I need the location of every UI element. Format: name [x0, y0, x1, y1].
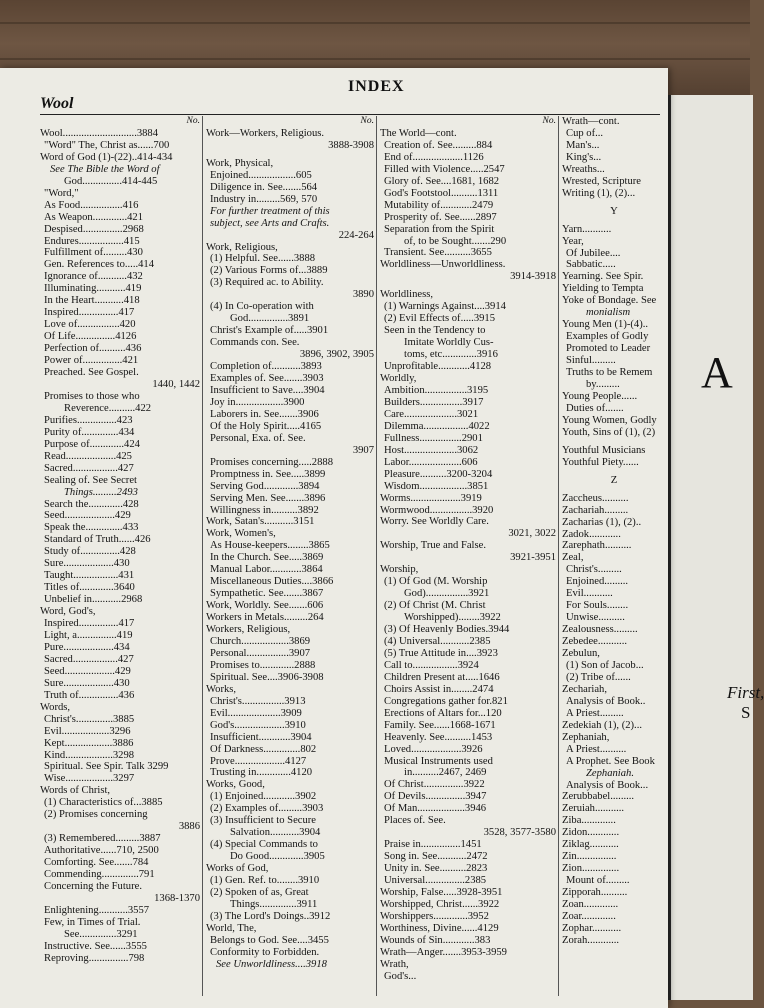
- index-entry: Zephaniah,: [562, 731, 610, 743]
- index-entry: Young Women, Godly: [562, 414, 657, 426]
- index-entry: Builders................3917: [384, 396, 484, 408]
- index-entry: Of Christ...............3922: [384, 779, 485, 791]
- index-entry: Of Darkness..............802: [210, 743, 317, 755]
- index-entry: Youth, Sins of (1), (2): [562, 426, 656, 438]
- index-entry: Things..............3911: [230, 898, 318, 910]
- index-entry: Zarephath..........: [562, 540, 632, 552]
- index-entry: Zebedee...........: [562, 636, 628, 648]
- index-entry: The World—cont.: [380, 127, 457, 139]
- index-entry: Sacred.................427: [44, 653, 134, 665]
- index-entry: Promises concerning.....2888: [210, 456, 333, 468]
- index-entry: Conformity to Forbidden.: [210, 946, 320, 958]
- index-entry: Gen. References to.....414: [44, 259, 155, 271]
- index-entry: Zidon............: [562, 827, 620, 839]
- index-entry: Fulfillment of.........430: [44, 247, 143, 259]
- index-entry: Illuminating...........419: [44, 283, 142, 295]
- index-entry: Comforting. See.......784: [44, 857, 149, 869]
- index-entry: Zin...............: [562, 851, 617, 863]
- index-entry: Trusting in.............4120: [210, 767, 313, 779]
- index-entry: (1) Son of Jacob...: [566, 659, 644, 671]
- index-entry: 3021, 3022: [508, 528, 556, 540]
- index-entry: Zadok............: [562, 528, 621, 540]
- index-entry: Christ's..............3885: [44, 713, 135, 725]
- index-entry: Purpose of.............424: [44, 438, 140, 450]
- index-entry: Zoar.............: [562, 911, 616, 922]
- index-entry: (3) Required ac. to Ability.: [210, 277, 324, 289]
- index-entry: Man's...: [566, 139, 600, 151]
- index-entry: Spiritual. See Spir. Talk 3299: [44, 761, 169, 773]
- index-entry: God...............414-445: [64, 175, 158, 187]
- index-entry: Christ's.........: [566, 564, 622, 576]
- index-entry: Seed...................429: [44, 665, 131, 677]
- index-entry: Worthiness, Divine......4129: [380, 922, 499, 934]
- index-entry: Despised...............2968: [44, 223, 144, 235]
- index-entry: Loved...................3926: [384, 743, 483, 755]
- index-entry: (1) Characteristics of...3885: [44, 797, 163, 809]
- index-entry: Zoan.............: [562, 899, 619, 911]
- index-entry: Young Men (1)-(4)..: [562, 319, 649, 331]
- index-entry: God)................3921: [404, 588, 490, 600]
- index-entry: Y: [610, 205, 618, 217]
- index-entry: Family. See......1668-1671: [384, 719, 496, 731]
- index-entry: Salvation...........3904: [230, 827, 321, 839]
- index-entry: Enlightening...........3557: [44, 904, 150, 916]
- index-entry: Willingness in..........3892: [210, 504, 319, 516]
- index-entry: Search the.............428: [44, 498, 139, 510]
- index-entry: Things.........2493: [64, 486, 138, 498]
- index-entry: Youthful Piety......: [562, 456, 639, 468]
- index-entry: Inspired...............417: [44, 618, 135, 630]
- index-entry: Zion..............: [562, 863, 620, 875]
- index-entry: (5) True Attitude in....3923: [384, 647, 498, 659]
- index-entry: Insufficient to Save....3904: [210, 384, 325, 396]
- index-entry: Enjoined..................605: [210, 169, 312, 181]
- column-divider: [202, 116, 203, 996]
- index-entry: Yielding to Tempta: [562, 283, 644, 295]
- index-entry: (1) Warnings Against....3914: [384, 301, 506, 313]
- index-entry: in..........2467, 2469: [404, 767, 487, 779]
- index-entry: Serving Men. See.......3896: [210, 492, 326, 504]
- index-entry: by.........: [586, 379, 620, 391]
- index-entry: Worship, False.....3928-3951: [380, 887, 503, 898]
- index-entry: Preached. See Gospel.: [44, 367, 139, 379]
- index-entry: 1368-1370: [154, 892, 200, 904]
- index-entry: Promises to those who: [44, 390, 140, 402]
- index-entry: of, to be Sought.......290: [404, 235, 507, 247]
- index-entry: Unbelief in...........2968: [44, 594, 143, 606]
- index-entry: See..............3291: [64, 928, 138, 940]
- index-entry: (3) Insufficient to Secure: [210, 815, 316, 827]
- index-entry: Worldliness,: [380, 289, 433, 301]
- index-entry: God's...: [384, 970, 417, 982]
- index-entry: Analysis of Book..: [566, 695, 646, 707]
- index-entry: Enjoined.........: [566, 576, 629, 588]
- index-entry: Ziklag...........: [562, 839, 619, 851]
- index-column-1: [40, 116, 200, 965]
- index-entry: Seed...................429: [44, 510, 131, 522]
- index-entry: Song in. See...........2472: [384, 851, 488, 863]
- index-entry: Sure...................430: [44, 558, 130, 570]
- index-entry: Wool............................3884: [40, 127, 159, 139]
- facing-page-partial-letter: S: [741, 703, 751, 722]
- index-entry: (1) Gen. Ref. to........3910: [210, 875, 320, 887]
- index-entry: Unity in. See..........2823: [384, 863, 488, 875]
- index-entry: Love of................420: [44, 319, 136, 331]
- index-entry: Creation of. See.........884: [384, 139, 493, 151]
- index-entry: Worms...................3919: [380, 492, 482, 504]
- index-entry: Personal................3907: [210, 647, 311, 659]
- index-entry: (1) Of God (M. Worship: [384, 576, 488, 588]
- index-entry: Sinful.........: [566, 355, 616, 367]
- index-entry: Christ's Example of.....3901: [210, 325, 329, 337]
- index-entry: (4) In Co-operation with: [210, 301, 314, 313]
- index-entry: As Weapon.............421: [44, 211, 143, 223]
- index-entry: Sabbatic.....: [566, 259, 616, 271]
- index-entry: Work, Religious,: [206, 241, 278, 253]
- index-entry: Zebulun,: [562, 648, 600, 660]
- index-entry: (2) Tribe of......: [566, 671, 631, 683]
- index-entry: Study of...............428: [44, 546, 136, 558]
- index-column-3: [380, 116, 556, 983]
- index-entry: Truths to be Remem: [566, 367, 653, 379]
- index-entry: Worry. See Worldly Care.: [380, 516, 489, 528]
- index-entry: Wisdom..................3851: [384, 480, 489, 492]
- index-entry: Taught.................431: [44, 570, 135, 582]
- index-entry: (2) Of Christ (M. Christ: [384, 600, 486, 612]
- index-entry: toms, etc.............3916: [404, 349, 498, 361]
- index-entry: Purifies...............423: [44, 414, 133, 426]
- index-entry: In the Church. See.....3869: [210, 552, 324, 564]
- index-entry: Erections of Altars for...120: [384, 707, 502, 719]
- index-entry: Of the Holy Spirit.....4165: [210, 420, 322, 432]
- index-entry: Serving God.............3894: [210, 480, 320, 492]
- index-entry: Works, Good,: [206, 779, 265, 791]
- index-entry: Few, in Times of Trial.: [44, 916, 141, 928]
- index-entry: Insufficient............3904: [210, 731, 312, 743]
- column-number-label: No.: [542, 116, 556, 126]
- index-entry: Evil....................3909: [210, 707, 302, 719]
- index-entry: 3921-3951: [510, 552, 556, 564]
- index-entry: Titles of.............3640: [44, 582, 135, 594]
- index-entry: Young People......: [562, 390, 638, 402]
- index-entry: Words,: [40, 701, 71, 713]
- index-entry: Worldliness—Unworldliness.: [380, 259, 506, 271]
- index-entry: 3896, 3902, 3905: [299, 349, 374, 361]
- header-rule: [40, 114, 660, 115]
- column-divider: [376, 116, 377, 996]
- index-entry: Children Present at.....1646: [384, 671, 500, 683]
- index-page: [0, 68, 668, 1008]
- index-entry: Workers, Religious,: [206, 624, 291, 636]
- index-entry: Wise..................3297: [44, 773, 135, 785]
- index-entry: Kind..................3298: [44, 749, 135, 761]
- index-entry: Call to.................3924: [384, 659, 479, 671]
- index-entry: Laborers in. See.......3906: [210, 408, 319, 420]
- facing-page-large-letter: A: [701, 348, 733, 397]
- index-entry: 3888-3908: [328, 139, 374, 151]
- index-entry: Reproving...............798: [44, 952, 145, 964]
- index-entry: Wrath,: [380, 958, 409, 970]
- index-entry: Of Devils...............3947: [384, 791, 487, 803]
- index-entry: For further treatment of this: [210, 205, 330, 217]
- index-entry: Duties of.......: [566, 402, 624, 414]
- index-entry: Sympathetic. See.......3867: [210, 588, 324, 600]
- index-entry: Zeal,: [562, 552, 584, 564]
- index-entry: Zipporah..........: [562, 887, 628, 899]
- index-entry: Worship,: [380, 564, 419, 576]
- index-entry: Promises to.............2888: [210, 659, 316, 671]
- index-entry: (2) Promises concerning: [44, 809, 148, 821]
- index-entry: Yoke of Bondage. See: [562, 295, 657, 307]
- index-entry: Mutability of............2479: [384, 199, 494, 211]
- index-entry: Industry in.........569, 570: [210, 193, 318, 205]
- index-entry: Do Good.............3905: [230, 851, 325, 863]
- index-entry: Labor....................606: [384, 456, 478, 468]
- index-entry: Zacharias (1), (2)..: [562, 516, 642, 528]
- index-entry: Separation from the Spirit: [384, 223, 495, 235]
- index-entry: Zorah............: [562, 934, 620, 946]
- index-entry: Sure...................430: [44, 677, 130, 689]
- index-entry: Sealing of. See Secret: [44, 474, 137, 486]
- index-entry: Promoted to Leader: [566, 343, 651, 355]
- index-column-4: [562, 116, 666, 947]
- index-entry: Belongs to God. See....3455: [210, 934, 329, 946]
- index-entry: Miscellaneous Duties....3866: [210, 576, 334, 588]
- index-entry: A Prophet. See Book: [566, 755, 655, 767]
- guide-word: Wool: [40, 95, 74, 112]
- index-entry: 224-264: [338, 229, 374, 241]
- index-entry: Youthful Musicians: [562, 444, 646, 456]
- index-entry: Speak the..............433: [44, 522, 139, 534]
- index-entry: Zachariah.........: [562, 504, 629, 516]
- index-entry: King's...: [566, 151, 602, 163]
- index-entry: End of...................1126: [384, 151, 484, 163]
- column-number-label: No.: [360, 116, 374, 126]
- index-entry: Pleasure..........3200-3204: [384, 468, 493, 480]
- index-entry: (1) Enjoined............3902: [210, 791, 317, 803]
- index-entry: Worldly,: [380, 373, 417, 385]
- index-entry: Prosperity of. See......2897: [384, 211, 497, 223]
- index-entry: Manual Labor............3864: [210, 564, 323, 576]
- index-entry: Host....................3062: [384, 444, 479, 456]
- index-entry: As House-keepers........3865: [210, 540, 330, 552]
- index-entry: Worshipped, Christ......3922: [380, 898, 500, 910]
- index-entry: Words of Christ,: [40, 785, 111, 797]
- index-entry: Word of God (1)-(22)..414-434: [40, 151, 173, 163]
- index-entry: Mount of.........: [566, 875, 630, 887]
- index-entry: Heavenly. See..........1453: [384, 731, 493, 743]
- index-entry: Writing (1), (2)...: [562, 187, 636, 199]
- index-column-2: [206, 116, 374, 971]
- index-entry: Wormwood................3920: [380, 504, 494, 516]
- index-entry: Zealousness.........: [562, 624, 638, 636]
- index-entry: Fullness................2901: [384, 432, 483, 444]
- index-entry: Joy in..................3900: [210, 396, 305, 408]
- index-entry: (2) Various Forms of...3889: [210, 265, 328, 277]
- index-entry: Authoritative......710, 2500: [44, 845, 159, 857]
- index-entry: A Priest..........: [566, 743, 627, 755]
- index-entry: Reverence..........422: [64, 402, 152, 414]
- index-entry: Congregations gather for.821: [384, 695, 508, 707]
- index-entry: Promptness in. See.....3899: [210, 468, 326, 480]
- index-entry: Read...................425: [44, 450, 132, 462]
- index-entry: Work, Physical,: [206, 157, 274, 169]
- index-entry: A Priest.........: [566, 707, 624, 719]
- index-entry: Church..................3869: [210, 635, 311, 647]
- index-entry: Spiritual. See....3906-3908: [210, 671, 324, 683]
- index-entry: Zaccheus..........: [562, 492, 629, 504]
- index-entry: Work, Women's,: [206, 528, 276, 540]
- index-entry: Ignorance of...........432: [44, 271, 143, 283]
- index-entry: Wrested, Scripture: [562, 175, 641, 187]
- index-entry: Concerning the Future.: [44, 881, 142, 892]
- index-entry: Diligence in. See.......564: [210, 181, 318, 193]
- index-entry: Evil...........: [566, 588, 613, 600]
- index-entry: subject, see Arts and Crafts.: [210, 217, 330, 229]
- index-entry: Personal, Exa. of. See.: [210, 432, 306, 444]
- index-entry: Filled with Violence.....2547: [384, 163, 505, 175]
- index-entry: Power of...............421: [44, 355, 139, 367]
- index-entry: Care....................3021: [384, 408, 479, 420]
- index-entry: Glory of. See....1681, 1682: [384, 175, 500, 187]
- index-entry: Choirs Assist in........2474: [384, 683, 494, 695]
- index-entry: Zerubbabel.........: [562, 791, 635, 803]
- index-entry: Zephaniah.: [586, 767, 634, 779]
- index-entry: Praise in...............1451: [384, 839, 482, 851]
- index-entry: Zeruiah...........: [562, 803, 625, 815]
- index-entry: Worshipped)........3922: [404, 612, 501, 624]
- index-entry: Year,: [562, 235, 584, 247]
- index-entry: See Unworldliness....3918: [216, 958, 327, 970]
- index-entry: Ziba.............: [562, 815, 616, 827]
- index-entry: Examples of. See.......3903: [210, 373, 324, 385]
- index-entry: Pure...................434: [44, 641, 130, 653]
- index-entry: Yearning. See Spir.: [562, 271, 644, 283]
- wood-grain-line: [0, 22, 750, 24]
- index-entry: Worshippers.............3952: [380, 910, 489, 922]
- index-entry: In the Heart...........418: [44, 295, 140, 307]
- index-entry: (1) Helpful. See......3888: [210, 253, 316, 265]
- index-entry: Work, Worldly. See.......606: [206, 600, 324, 612]
- index-entry: Instructive. See......3555: [44, 940, 147, 952]
- index-entry: Zedekiah (1), (2)...: [562, 719, 643, 731]
- index-entry: Imitate Worldly Cus-: [404, 337, 494, 349]
- index-entry: (4) Special Commands to: [210, 839, 318, 851]
- index-entry: Christ's................3913: [210, 695, 306, 707]
- index-entry: Zophar...........: [562, 922, 622, 934]
- index-entry: (2) Evil Effects of.....3915: [384, 313, 496, 325]
- index-entry: (3) Of Heavenly Bodies.3944: [384, 624, 510, 636]
- index-entry: (3) Remembered.........3887: [44, 833, 161, 845]
- index-entry: Musical Instruments used: [384, 755, 493, 767]
- wood-grain-line: [0, 58, 750, 60]
- index-entry: Workers in Metals.........264: [206, 612, 324, 624]
- index-entry: Work—Workers, Religious.: [206, 127, 325, 139]
- index-entry: For Souls........: [566, 600, 629, 612]
- index-entry: Evil..................3296: [44, 725, 131, 737]
- index-entry: Inspired...............417: [44, 307, 135, 319]
- facing-page: [668, 95, 764, 1000]
- index-entry: Ambition................3195: [384, 384, 489, 396]
- index-entry: Seen in the Tendency to: [384, 325, 486, 337]
- index-entry: World, The,: [206, 922, 257, 934]
- index-entry: Works of God,: [206, 863, 269, 875]
- index-entry: 3886: [178, 821, 200, 833]
- index-entry: See The Bible the Word of: [50, 163, 160, 175]
- index-entry: Purity of..............434: [44, 426, 135, 438]
- index-entry: 3890: [352, 289, 374, 301]
- index-entry: God's...................3910: [210, 719, 306, 731]
- index-entry: "Word" The, Christ as......700: [44, 139, 170, 151]
- index-entry: Wounds of Sin............383: [380, 934, 491, 946]
- index-entry: God...............3891: [230, 313, 310, 325]
- column-divider: [558, 116, 559, 996]
- index-entry: (3) The Lord's Doings..3912: [210, 910, 331, 922]
- index-entry: Endures.................415: [44, 235, 140, 247]
- index-entry: Of Man..................3946: [384, 803, 487, 815]
- index-entry: 3528, 3577-3580: [483, 827, 556, 839]
- index-entry: God's Footstool..........1311: [384, 187, 499, 199]
- index-entry: 3914-3918: [510, 271, 556, 283]
- index-entry: Wrath—Anger.......3953-3959: [380, 946, 507, 958]
- index-entry: Works,: [206, 683, 237, 695]
- page-title: INDEX: [348, 78, 405, 95]
- index-entry: As Food................416: [44, 199, 139, 211]
- index-entry: (2) Spoken of as, Great: [210, 887, 309, 898]
- index-entry: 3907: [352, 444, 374, 456]
- index-entry: Kept..................3886: [44, 737, 134, 749]
- index-entry: Perfection of..........436: [44, 343, 142, 355]
- index-entry: Unprofitable............4128: [384, 361, 492, 373]
- index-entry: Z: [610, 474, 618, 486]
- index-entry: (4) Universal...........2385: [384, 635, 491, 647]
- index-entry: Prove...................4127: [210, 755, 307, 767]
- index-entry: "Word,": [44, 187, 79, 199]
- index-entry: Sacred.................427: [44, 462, 134, 474]
- index-entry: Analysis of Book...: [566, 779, 649, 791]
- index-entry: Completion of...........3893: [210, 361, 322, 373]
- index-entry: Commands con. See.: [210, 337, 300, 349]
- index-entry: (2) Examples of.........3903: [210, 803, 324, 815]
- facing-page-italic-word: First,: [727, 683, 764, 702]
- index-entry: Of Life...............4126: [44, 331, 137, 343]
- index-entry: Unwise..........: [566, 612, 625, 624]
- index-entry: Universal...............2385: [384, 875, 487, 887]
- index-entry: Of Jubilee....: [566, 247, 621, 259]
- index-entry: Word, God's,: [40, 606, 96, 618]
- index-entry: Dilemma.................4022: [384, 420, 490, 432]
- index-entry: Cup of...: [566, 127, 604, 139]
- index-entry: Wrath—cont.: [562, 116, 620, 127]
- index-entry: Worship, True and False.: [380, 540, 486, 552]
- index-entry: Standard of Truth......426: [44, 534, 151, 546]
- column-number-label: No.: [186, 116, 200, 126]
- index-entry: Yarn...........: [562, 223, 612, 235]
- index-entry: monialism: [586, 307, 631, 319]
- index-entry: Work, Satan's...........3151: [206, 516, 315, 528]
- index-entry: Examples of Godly: [566, 331, 649, 343]
- index-entry: Zechariah,: [562, 683, 607, 695]
- index-entry: Commending..............791: [44, 869, 155, 881]
- index-entry: Transient. See..........3655: [384, 247, 492, 259]
- index-entry: Truth of...............436: [44, 689, 135, 701]
- index-entry: Light, a...............419: [44, 629, 133, 641]
- index-entry: Places of. See.: [384, 815, 446, 827]
- index-entry: Wreaths...: [562, 163, 605, 175]
- index-entry: 1440, 1442: [152, 378, 200, 390]
